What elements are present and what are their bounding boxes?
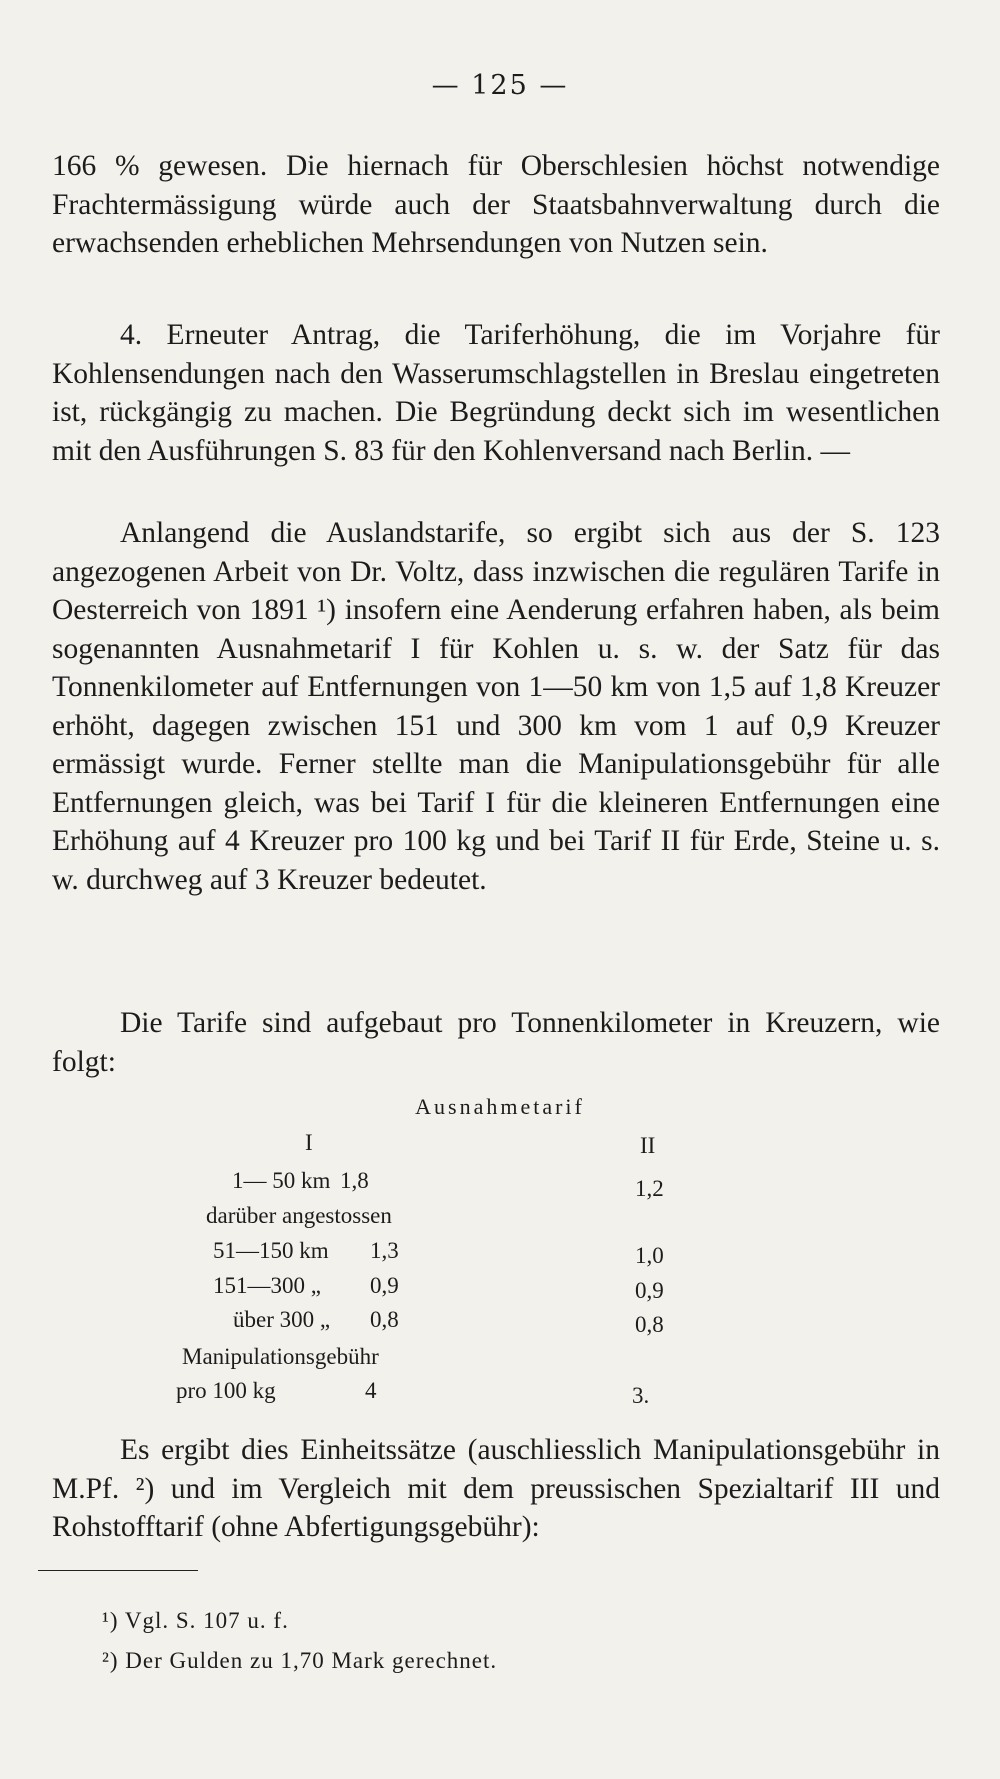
table-cell-ii: 0,8 xyxy=(635,1312,664,1337)
table-cell-i: 0,9 xyxy=(370,1273,399,1298)
table-row-label: pro 100 kg xyxy=(176,1378,276,1403)
paragraph-2 xyxy=(52,316,940,470)
table-cell-i: 1,3 xyxy=(370,1238,399,1263)
paragraph-text: Die Tarife sind aufgebaut pro Tonnenkilometer in Kreuzern, wie folgt: xyxy=(52,1007,940,1078)
table-row-label: 51—150 km xyxy=(213,1238,329,1263)
paragraph-3 xyxy=(52,514,940,899)
paragraph-text: 166 % gewesen. Die hiernach für Oberschlesien höchst notwendige Frachtermässigung würde auch der Staatsbahnverwaltung durch die erwachsenden erheblichen Mehrsendungen von Nutzen sein. xyxy=(52,150,940,259)
table-row-label: darüber angestossen xyxy=(206,1203,392,1228)
table-cell-i: 0,8 xyxy=(370,1307,399,1332)
table-row-label: Manipulationsgebühr xyxy=(182,1344,379,1369)
page-number: — 125 — xyxy=(431,70,569,101)
footnote-2: ²) Der Gulden zu 1,70 Mark gerechnet. xyxy=(102,1648,498,1673)
paragraph-5 xyxy=(52,1431,940,1547)
table-cell-i: 1,8 xyxy=(340,1168,369,1193)
table-cell-ii: 1,2 xyxy=(635,1176,664,1201)
table-row-label: über 300 „ xyxy=(233,1307,331,1332)
paragraph-4 xyxy=(52,1004,940,1081)
paragraph-text: Anlangend die Auslandstarife, so ergibt sich aus der S. 123 angezogenen Arbeit von Dr. Voltz, dass inzwischen die regulären Tarife in Oesterreich von 1891 ¹) insofern eine Aenderung erfahren haben, als beim sogenannten Ausnahmetarif I für Kohlen u. s. w. der Satz für das Tonnenkilometer auf Entfernungen von 1—50 km von 1,5 auf 1,8 Kreuzer erhöht, dagegen zwischen 151 und 300 km vom 1 auf 0,9 Kreuzer ermässigt wurde. Ferner stellte man die Manipulationsgebühr für alle Entfernungen gleich, was bei Tarif I für die kleineren Entfernungen eine Erhöhung auf 4 Kreuzer pro 100 kg und bei Tarif II für Erde, Steine u. s. w. durchweg auf 3 Kreuzer bedeutet. xyxy=(52,517,940,896)
table-cell-i: 4 xyxy=(365,1378,377,1403)
paragraph-text: 4. Erneuter Antrag, die Tariferhöhung, die im Vorjahre für Kohlensendungen nach den Wasserumschlagstellen in Breslau eingetreten ist, rückgängig zu machen. Die Begründung deckt sich im wesentlichen mit den Ausführungen S. 83 für den Kohlenversand nach Berlin. — xyxy=(52,319,940,467)
table-row-label: 151—300 „ xyxy=(213,1273,321,1298)
table-cell-ii: 0,9 xyxy=(635,1278,664,1303)
table-column-header-ii: II xyxy=(640,1133,656,1158)
footnote-1: ¹) Vgl. S. 107 u. f. xyxy=(102,1608,289,1633)
paragraph-1 xyxy=(52,147,940,263)
table-row-label: 1— 50 km xyxy=(232,1168,331,1193)
table-cell-ii: 1,0 xyxy=(635,1243,664,1268)
table-column-header-i: I xyxy=(305,1130,313,1155)
paragraph-text: Es ergibt dies Einheitssätze (auschliesslich Manipulationsgebühr in M.Pf. ²) und im Vergleich mit dem preussischen Spezialtarif III und Rohstofftarif (ohne Abfertigungsgebühr): xyxy=(52,1434,940,1543)
footnote-divider xyxy=(38,1570,198,1571)
table-cell-ii: 3. xyxy=(632,1383,650,1408)
table-caption: Ausnahmetarif xyxy=(415,1094,585,1119)
